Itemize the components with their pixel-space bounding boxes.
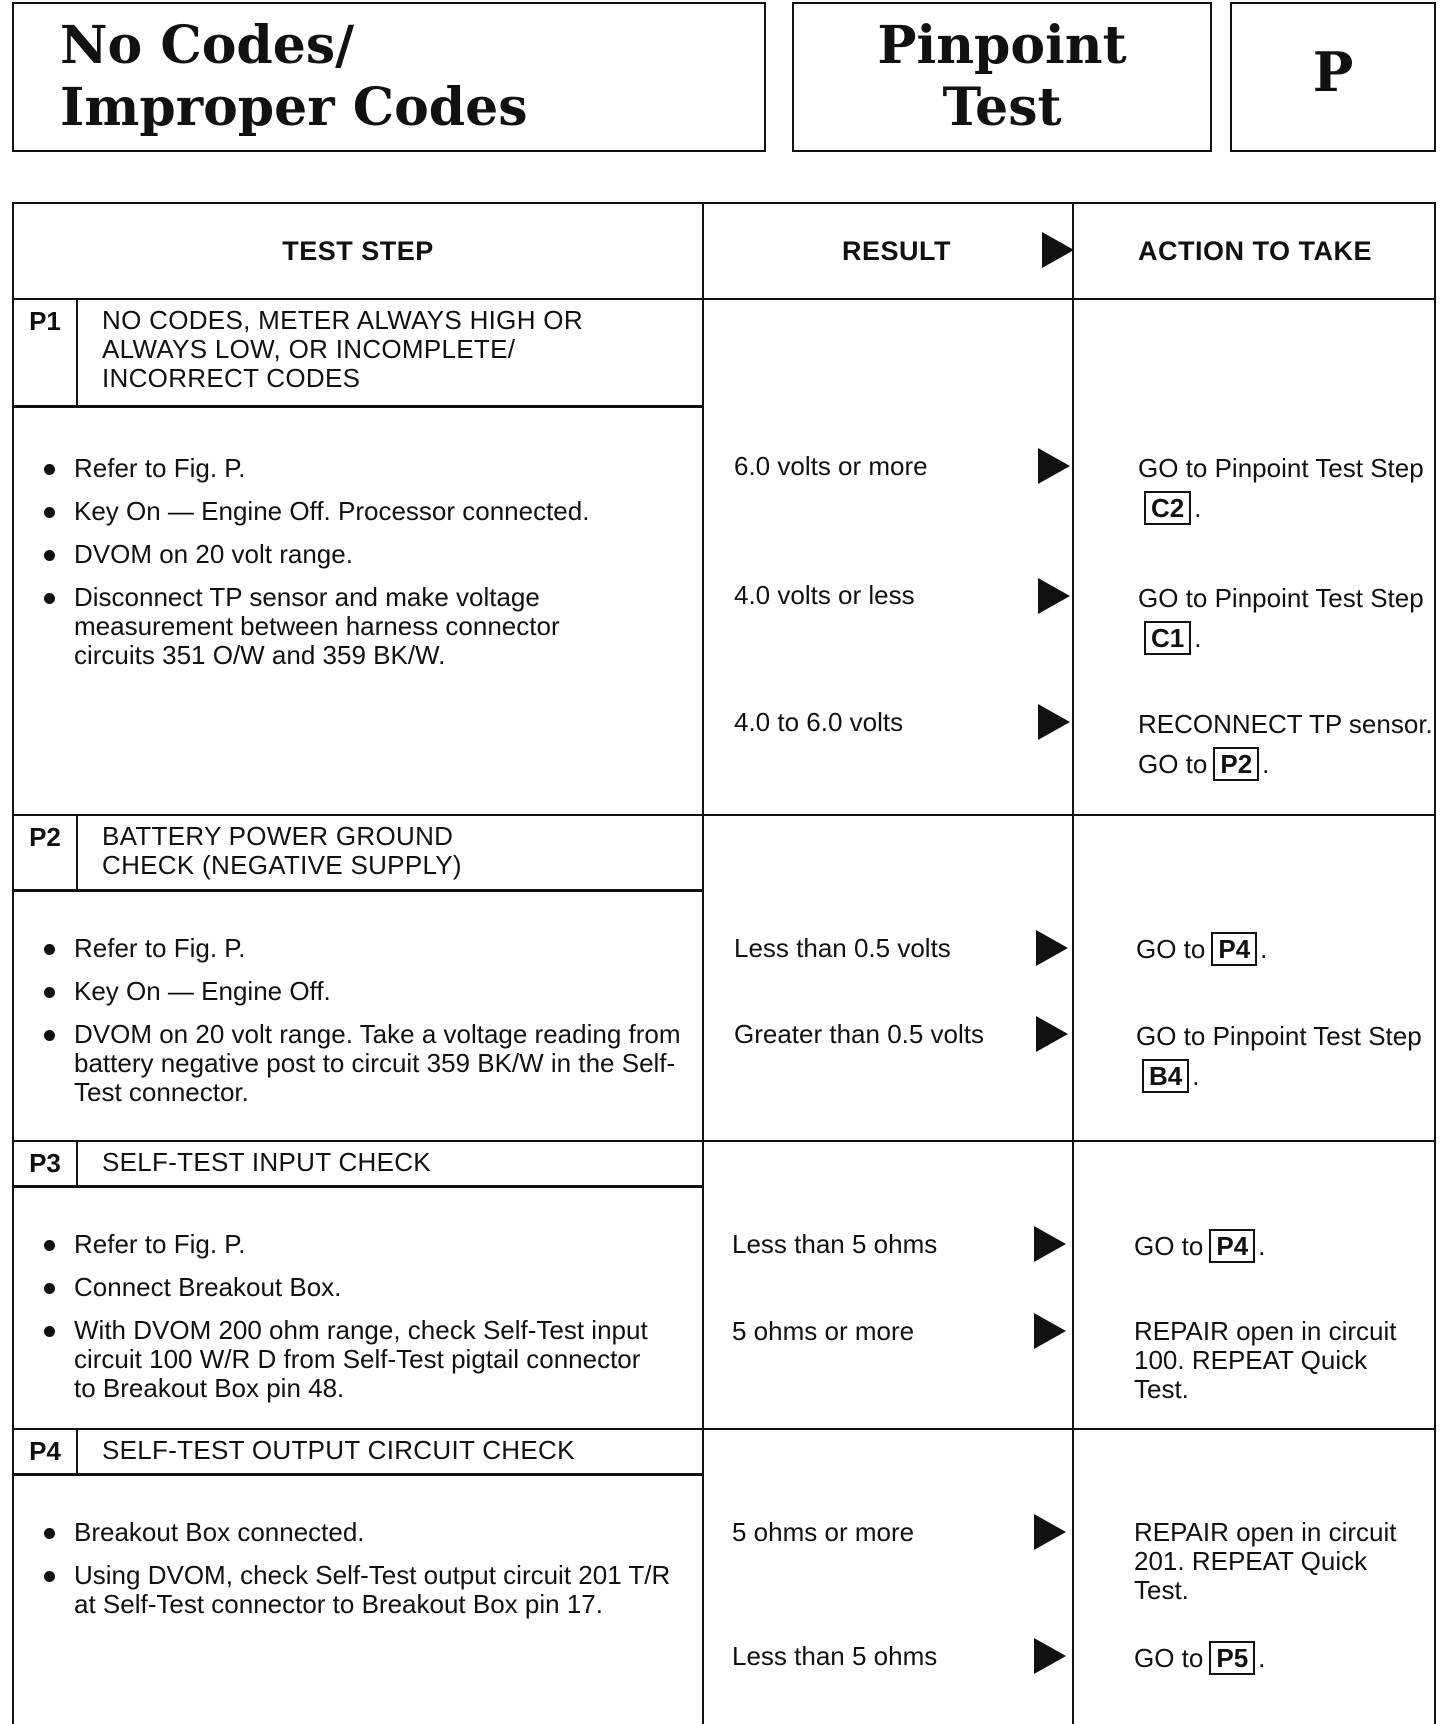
instruction-bullet: Refer to Fig. P.	[42, 454, 682, 483]
test-letter: P	[1312, 40, 1354, 104]
result-arrow-icon	[1034, 1514, 1066, 1550]
column-divider	[702, 204, 704, 1724]
step-header-p3	[14, 1142, 702, 1188]
step-title: BATTERY POWER GROUND CHECK (NEGATIVE SUPPLY)	[102, 821, 462, 880]
action-text	[1138, 448, 1438, 528]
action-text	[1138, 578, 1438, 658]
result-arrow-icon	[1034, 1313, 1066, 1349]
result-arrow-icon	[1038, 704, 1070, 740]
step-reference-box: P5	[1209, 1641, 1255, 1675]
header-arrow-icon	[1042, 232, 1074, 268]
column-header-test-step: TEST STEP	[282, 235, 434, 266]
action-suffix: .	[1194, 493, 1202, 523]
action-label: GO to	[1134, 1231, 1204, 1261]
title-box	[12, 2, 766, 152]
action-suffix: .	[1262, 749, 1270, 779]
result-text: Greater than 0.5 volts	[734, 1019, 985, 1049]
result-arrow-icon	[1038, 448, 1070, 484]
result-text: 6.0 volts or more	[734, 451, 928, 481]
column-divider	[1072, 204, 1074, 1724]
instruction-bullet: Key On — Engine Off. Processor connected.	[42, 497, 682, 526]
result-text: Less than 5 ohms	[732, 1641, 938, 1671]
instruction-bullet: With DVOM 200 ohm range, check Self-Test input circuit 100 W/R D from Self-Test pigtail connector to Breakout Box pin 48.	[42, 1316, 682, 1403]
step-reference-box: P4	[1211, 932, 1257, 966]
step-title: NO CODES, METER ALWAYS HIGH OR ALWAYS LOW, OR INCOMPLETE/ INCORRECT CODES	[102, 305, 583, 393]
step-header-p2	[14, 816, 702, 892]
action-suffix: .	[1192, 1061, 1200, 1091]
action-text	[1136, 929, 1436, 969]
action-text: REPAIR open in circuit 201. REPEAT Quick Test.	[1134, 1517, 1397, 1605]
result-arrow-icon	[1034, 1638, 1066, 1674]
instruction-bullet: Connect Breakout Box.	[42, 1273, 682, 1302]
step-p3-instructions	[42, 1230, 682, 1417]
column-header-result-label: RESULT	[842, 235, 951, 266]
step-id: P3	[14, 1142, 78, 1185]
result-text: 5 ohms or more	[732, 1517, 915, 1547]
action-suffix: .	[1194, 623, 1202, 653]
action-label: GO to	[1136, 934, 1206, 964]
action-text	[1138, 704, 1438, 784]
step-p1-instructions	[42, 454, 682, 684]
action-label: GO to Pinpoint Test Step	[1138, 583, 1424, 613]
instruction-bullet: DVOM on 20 volt range. Take a voltage reading from battery negative post to circuit 359 BK/W in the Self-Test connector.	[42, 1020, 682, 1107]
instruction-bullet: Breakout Box connected.	[42, 1518, 682, 1547]
instruction-bullet: Disconnect TP sensor and make voltage measurement between harness connector circuits 351 O/W and 359 BK/W.	[42, 583, 682, 670]
step-p4-instructions	[42, 1518, 682, 1633]
test-letter-box	[1230, 2, 1436, 152]
instruction-bullet: Using DVOM, check Self-Test output circuit 201 T/R at Self-Test connector to Breakout Box pin 17.	[42, 1561, 682, 1619]
step-id: P4	[14, 1430, 78, 1473]
step-reference-box: P2	[1213, 747, 1259, 781]
step-reference-box: C1	[1144, 621, 1191, 655]
action-text	[1134, 1638, 1434, 1678]
step-reference-box: C2	[1144, 491, 1191, 525]
step-reference-box: P4	[1209, 1229, 1255, 1263]
result-text: 4.0 volts or less	[734, 580, 915, 610]
instruction-bullet: Refer to Fig. P.	[42, 934, 682, 963]
column-header-result	[704, 204, 1072, 298]
step-title: SELF-TEST OUTPUT CIRCUIT CHECK	[102, 1435, 575, 1465]
action-label: RECONNECT TP sensor. GO to	[1138, 709, 1433, 779]
action-label: GO to Pinpoint Test Step	[1138, 453, 1424, 483]
instruction-bullet: DVOM on 20 volt range.	[42, 540, 682, 569]
action-label: GO to Pinpoint Test Step	[1136, 1021, 1422, 1051]
result-text: 4.0 to 6.0 volts	[734, 707, 904, 737]
pinpoint-line-2: Test	[942, 77, 1062, 138]
action-text: REPAIR open in circuit 100. REPEAT Quick Test.	[1134, 1316, 1397, 1404]
result-text: Less than 5 ohms	[732, 1229, 938, 1259]
step-p2-instructions	[42, 934, 682, 1121]
instruction-bullet: Refer to Fig. P.	[42, 1230, 682, 1259]
action-label: GO to	[1134, 1643, 1204, 1673]
column-header-action: ACTION TO TAKE	[1138, 235, 1372, 266]
step-header-p1	[14, 300, 702, 408]
action-suffix: .	[1258, 1643, 1266, 1673]
result-text: Less than 0.5 volts	[734, 933, 951, 963]
step-header-p4	[14, 1430, 702, 1476]
action-text	[1136, 1016, 1436, 1096]
action-text	[1134, 1226, 1434, 1266]
instruction-bullet: Key On — Engine Off.	[42, 977, 682, 1006]
result-text: 5 ohms or more	[732, 1316, 915, 1346]
result-arrow-icon	[1036, 930, 1068, 966]
result-arrow-icon	[1038, 578, 1070, 614]
result-arrow-icon	[1034, 1226, 1066, 1262]
step-reference-box: B4	[1142, 1059, 1189, 1093]
step-id: P1	[14, 300, 78, 405]
pinpoint-test-box	[792, 2, 1212, 152]
pinpoint-line-1: Pinpoint	[877, 15, 1127, 76]
step-id: P2	[14, 816, 78, 889]
title-line-1: No Codes/	[60, 15, 355, 76]
action-suffix: .	[1258, 1231, 1266, 1261]
action-suffix: .	[1260, 934, 1268, 964]
step-title: SELF-TEST INPUT CHECK	[102, 1147, 431, 1177]
pinpoint-test-table	[12, 202, 1436, 1724]
result-arrow-icon	[1036, 1016, 1068, 1052]
title-line-2: Improper Codes	[60, 77, 528, 138]
